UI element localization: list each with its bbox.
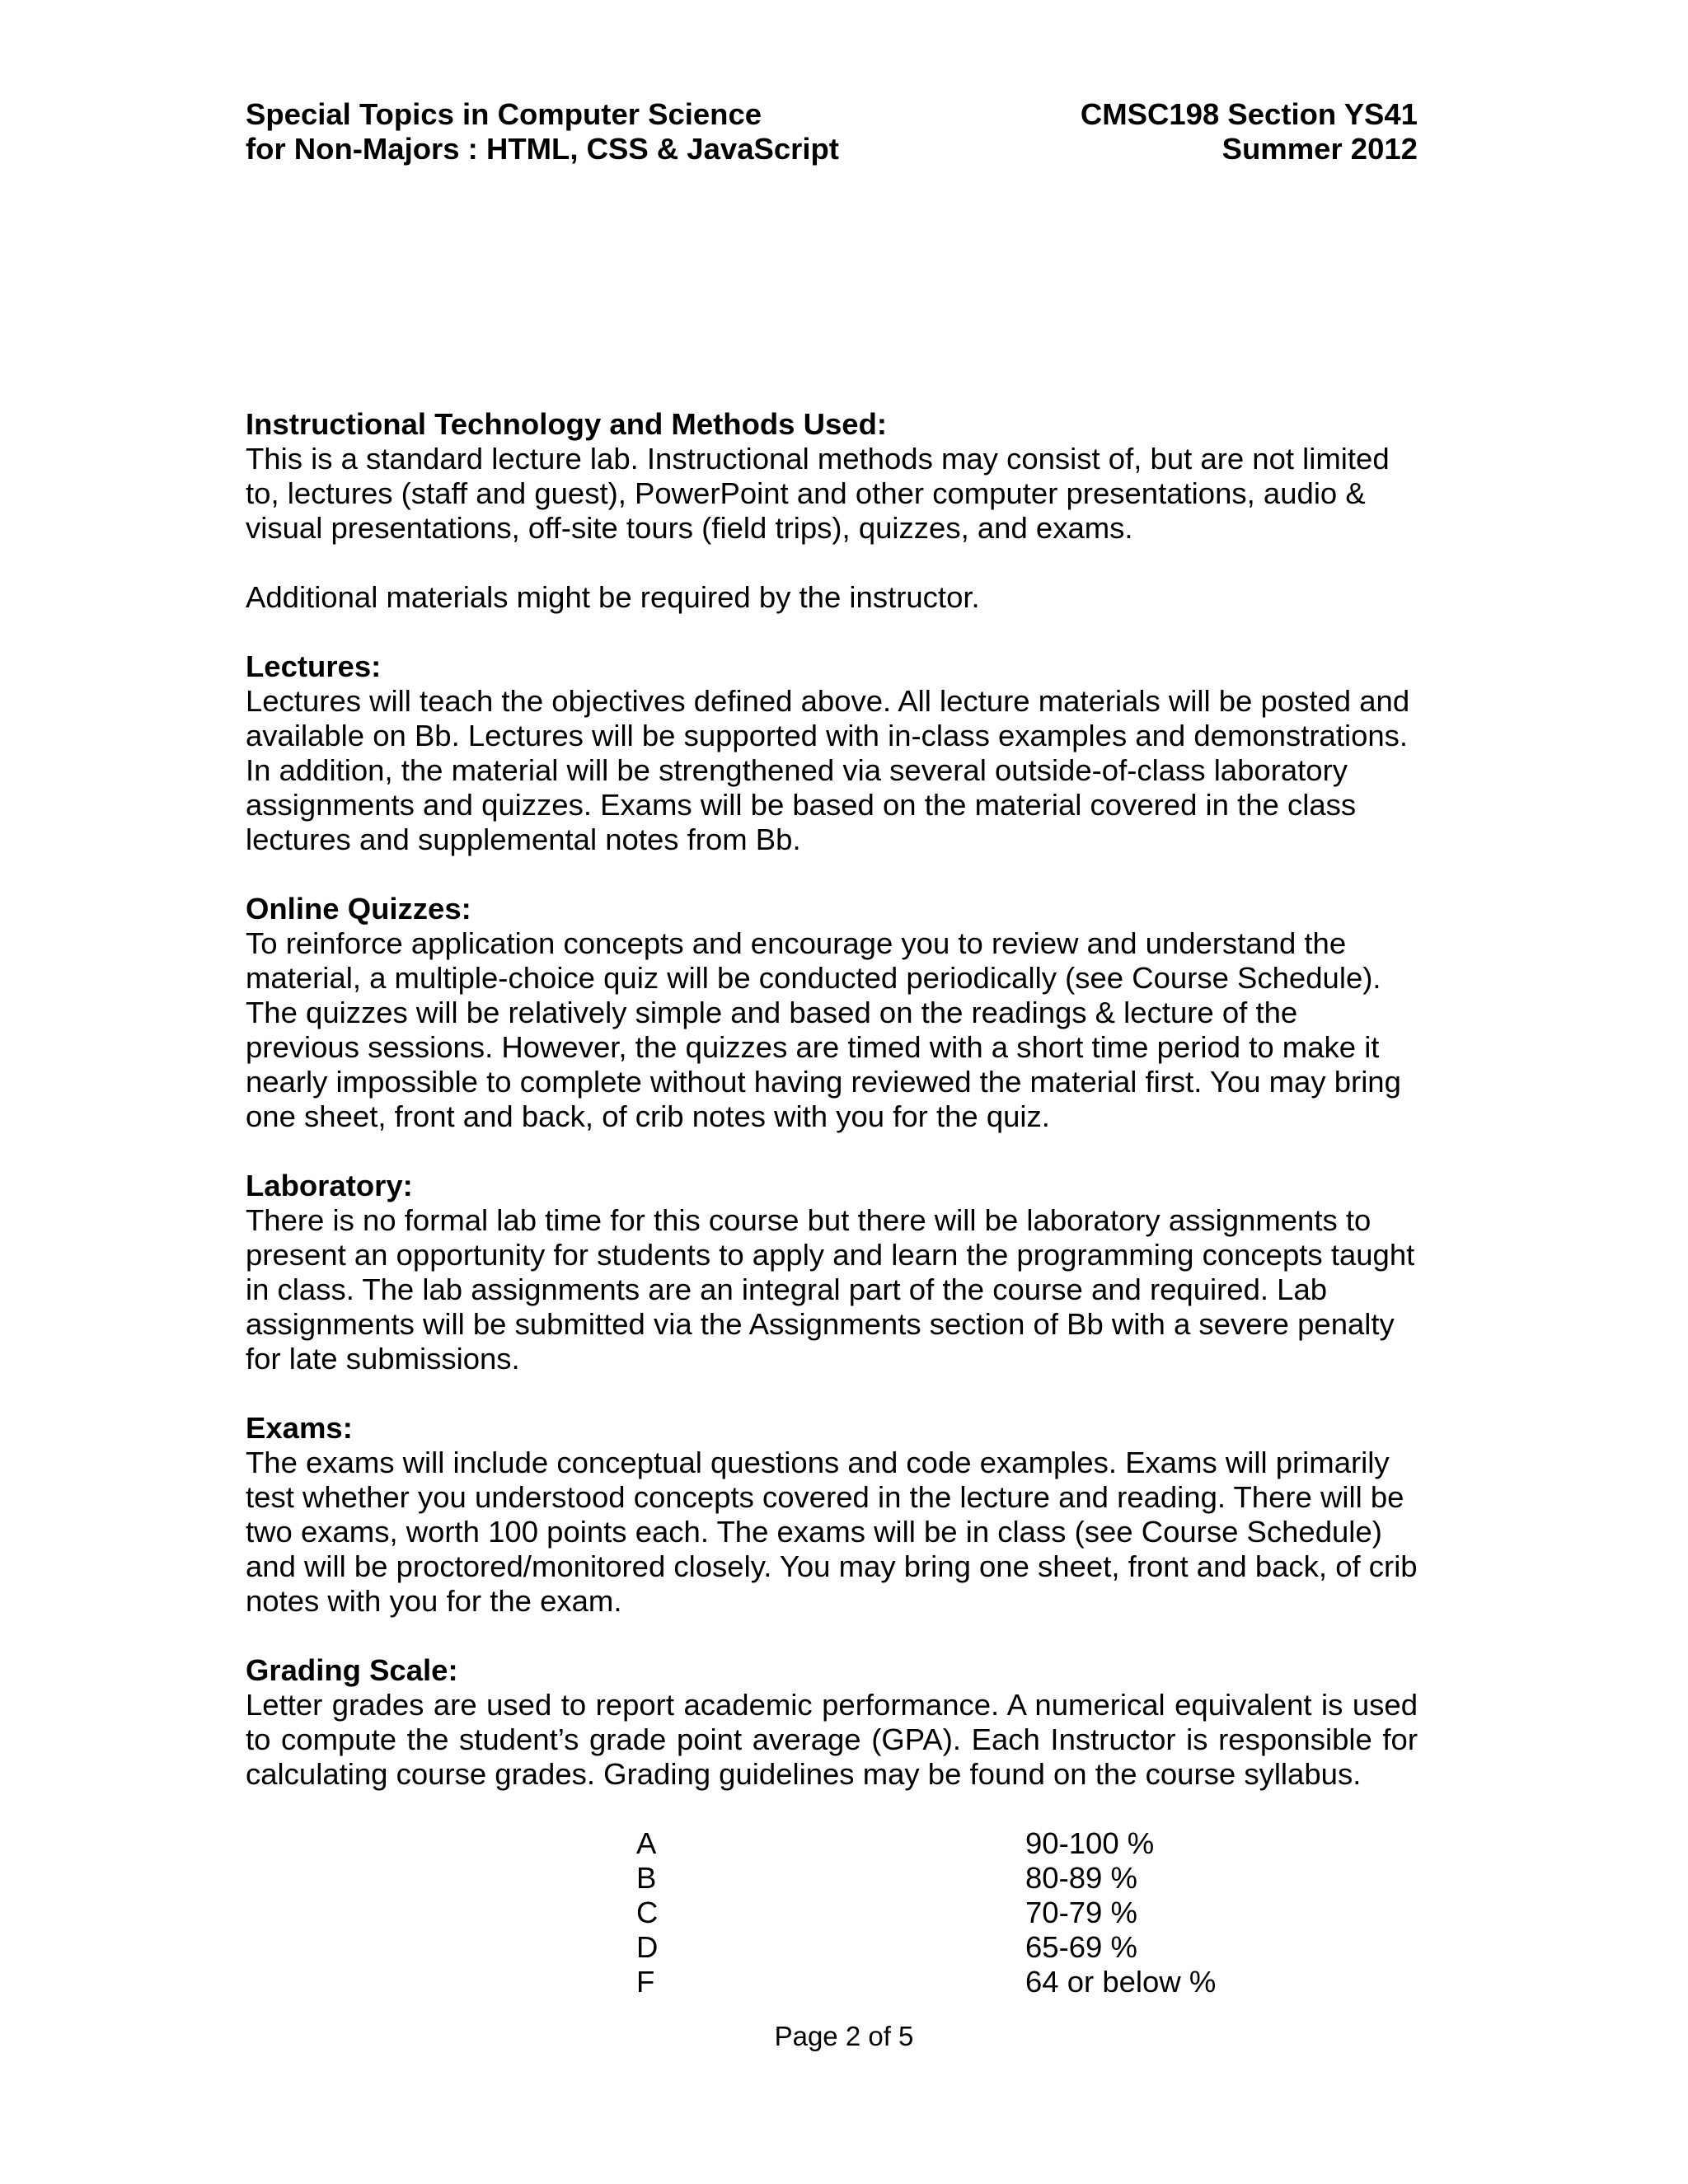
grade-letter: D [636,1930,659,1964]
section-exams [246,1411,1418,1619]
grade-letter: A [636,1826,657,1860]
section-online-quizzes [246,892,1418,1134]
section-paragraph: Lectures will teach the objectives defined above. All lecture materials will be posted and available on Bb. Lectures will be supported with in-class examples and demonstrations. In addition, the material will be strengthened via several outside-of-class laboratory assignments and quizzes. Exams will be based on the material covered in the class lectures and supplemental notes from Bb. [246,684,1410,856]
grade-letter: C [636,1896,659,1929]
course-title-line-1: Special Topics in Computer Science [246,97,762,131]
section-grading-scale [246,1653,1418,1999]
section-title: Online Quizzes: [246,892,471,926]
section-code: CMSC198 Section YS41 [1080,97,1418,131]
grade-range: 80-89 % [1025,1861,1137,1895]
section-paragraph: This is a standard lecture lab. Instructional methods may consist of, but are not limited to, lectures (staff and guest), PowerPoint and other computer presentations, audio & visual presentations, off-site tours (field trips), quizzes, and exams. [246,442,1390,545]
document-header [246,97,1418,166]
section-title: Exams: [246,1411,353,1445]
section-paragraph: Letter grades are used to report academic performance. A numerical equivalent is used to compute the student’s grade point average (GPA). Each Instructor is responsible for calculating course grades. Grading guidelines may be found on the course syllabus. [246,1688,1418,1791]
grade-range: 65-69 % [1025,1930,1137,1964]
course-title [246,97,839,166]
section-title: Lectures: [246,649,382,683]
course-meta [1081,97,1418,166]
grading-scale-table [636,1826,1418,1999]
document-page [246,97,1418,2034]
grade-range: 70-79 % [1025,1896,1137,1929]
section-title: Instructional Technology and Methods Used: [246,407,888,441]
section-paragraph: The exams will include conceptual questions and code examples. Exams will primarily test whether you understood concepts covered in the lecture and reading. There will be two exams, worth 100 points each. The exams will be in class (see Course Schedule) and will be proctored/monitored closely. You may bring one sheet, front and back, of crib notes with you for the exam. [246,1446,1418,1618]
grade-letter: B [636,1861,657,1895]
grade-range: 90-100 % [1025,1826,1155,1860]
section-paragraph: There is no formal lab time for this course but there will be laboratory assignments to present an opportunity for students to apply and learn the programming concepts taught in class. The lab assignments are an integral part of the course and required. Lab assignments will be submitted via the Assignments section of Bb with a severe penalty for late submissions. [246,1203,1415,1376]
section-instructional [246,407,1418,615]
section-laboratory [246,1169,1418,1376]
section-paragraph: To reinforce application concepts and encourage you to review and understand the material, a multiple-choice quiz will be conducted periodically (see Course Schedule). The quizzes will be relatively simple and based on the readings & lecture of the previous sessions. However, the quizzes are timed with a short time period to make it nearly impossible to complete without having reviewed the material first. You may bring one sheet, front and back, of crib notes with you for the quiz. [246,926,1401,1133]
section-title: Laboratory: [246,1169,413,1202]
section-title: Grading Scale: [246,1653,458,1687]
document-body [246,407,1418,1999]
term: Summer 2012 [1221,132,1418,166]
section-paragraph: Additional materials might be required by the instructor. [246,580,980,614]
page-number: Page 2 of 5 [774,2021,914,2051]
course-title-line-2: for Non-Majors : HTML, CSS & JavaScript [246,132,839,166]
grade-letter: F [636,1965,655,1999]
section-lectures [246,649,1418,857]
grade-range: 64 or below % [1025,1965,1217,1999]
